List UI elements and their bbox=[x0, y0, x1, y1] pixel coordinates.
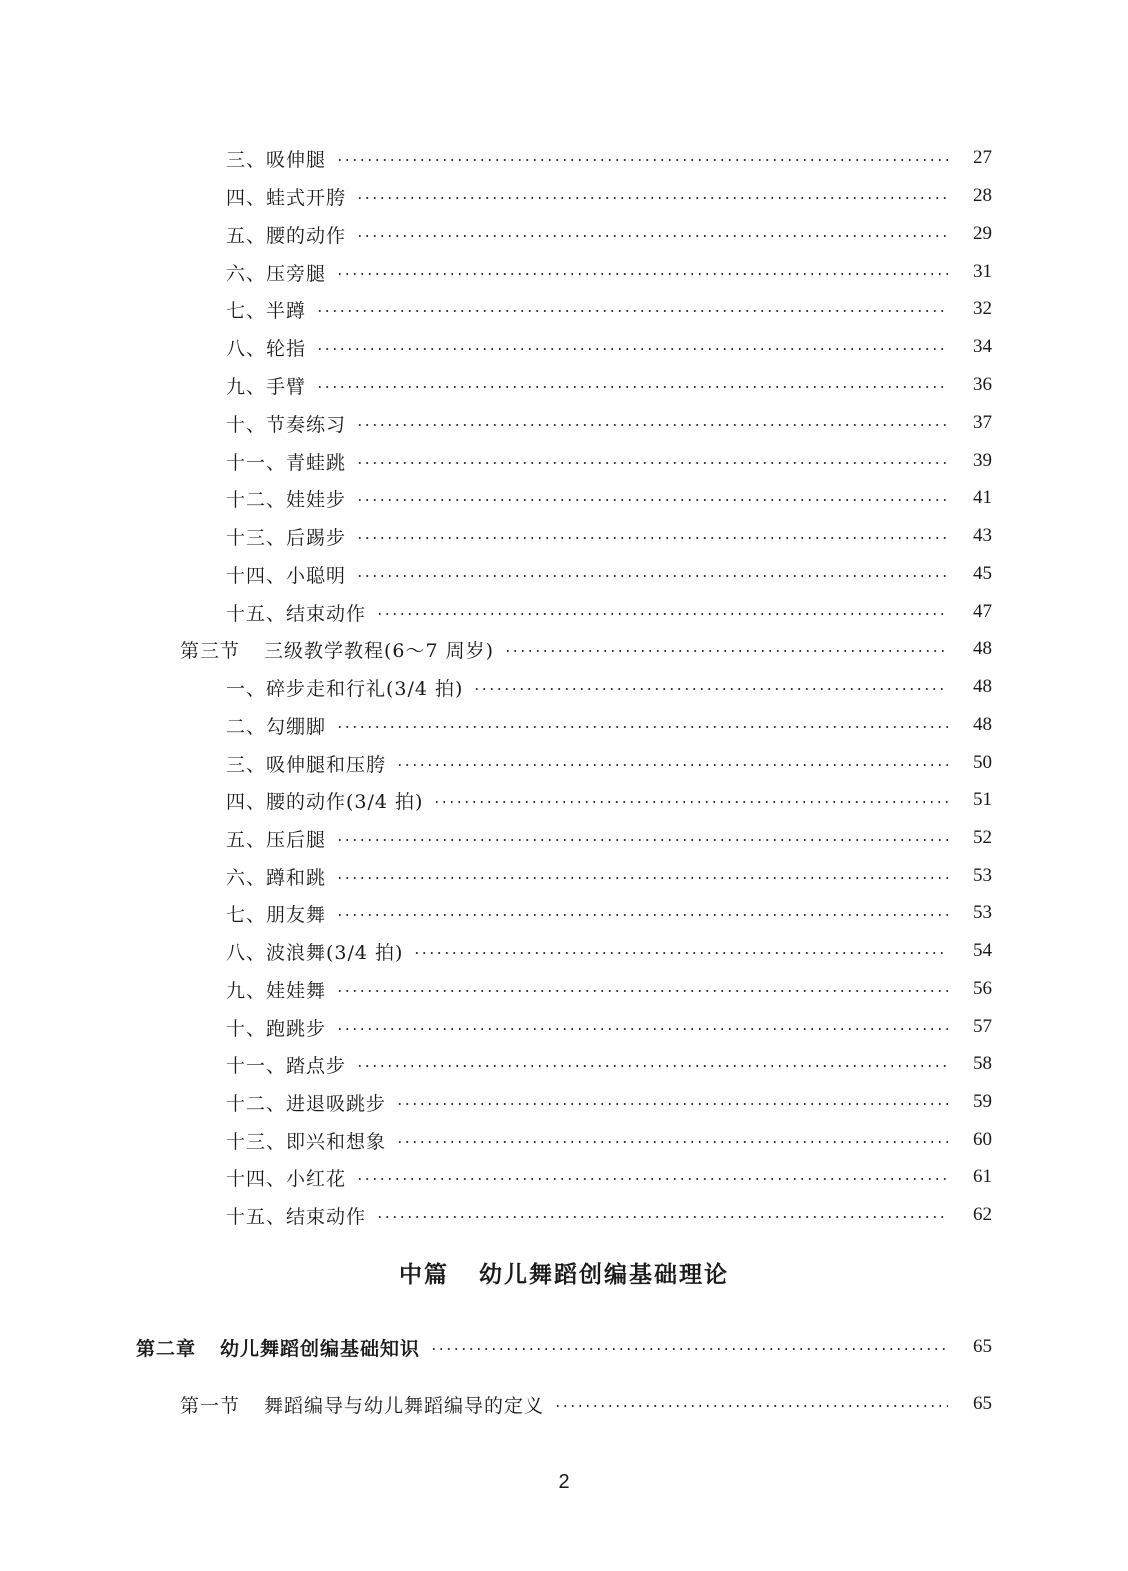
dot-leader bbox=[413, 952, 948, 954]
toc-entry-page: 43 bbox=[973, 525, 992, 546]
toc-entry-label: 十二、娃娃步 bbox=[226, 488, 347, 511]
toc-entry-label: 六、压旁腿 bbox=[226, 262, 327, 285]
toc-entry-page: 27 bbox=[973, 147, 992, 168]
toc-entry bbox=[226, 408, 992, 438]
toc-entry-page: 45 bbox=[973, 563, 992, 584]
toc-entry bbox=[226, 861, 992, 891]
toc-entry-page: 34 bbox=[973, 336, 992, 357]
toc-entry bbox=[226, 1162, 992, 1192]
toc-entry-page: 48 bbox=[973, 714, 992, 735]
toc-entry-page: 29 bbox=[973, 223, 992, 244]
toc-entry-page: 28 bbox=[973, 185, 992, 206]
toc-entry bbox=[226, 332, 992, 362]
toc-entry-label: 六、蹲和跳 bbox=[226, 866, 327, 889]
dot-leader bbox=[356, 235, 948, 237]
toc-entry-label: 五、腰的动作 bbox=[226, 224, 347, 247]
dot-leader bbox=[336, 914, 948, 916]
dot-leader bbox=[336, 1028, 948, 1030]
dot-leader bbox=[336, 839, 948, 841]
toc-entry-page: 54 bbox=[973, 940, 992, 961]
dot-leader bbox=[376, 1216, 948, 1218]
toc-entry-label: 八、波浪舞(3/4 拍) bbox=[226, 941, 404, 964]
part-name: 幼儿舞蹈创编基础理论 bbox=[479, 1262, 729, 1288]
dot-leader bbox=[356, 197, 948, 199]
toc-entry bbox=[226, 710, 992, 740]
toc-entry-page: 51 bbox=[973, 789, 992, 810]
toc-entry bbox=[226, 559, 992, 589]
toc-entry-page: 31 bbox=[973, 261, 992, 282]
page-number: 2 bbox=[558, 1471, 570, 1493]
dot-leader bbox=[336, 273, 948, 275]
dot-leader bbox=[554, 1405, 948, 1407]
dot-leader bbox=[356, 575, 948, 577]
toc-entry-label: 五、压后腿 bbox=[226, 828, 327, 851]
dot-leader bbox=[356, 499, 948, 501]
dot-leader bbox=[356, 537, 948, 539]
dot-leader bbox=[396, 764, 948, 766]
dot-leader bbox=[430, 1348, 948, 1350]
toc-entry-label: 十一、青蛙跳 bbox=[226, 451, 347, 474]
toc-entry-label: 四、蛙式开胯 bbox=[226, 186, 347, 209]
dot-leader bbox=[336, 877, 948, 879]
toc-entry-label: 十五、结束动作 bbox=[226, 602, 367, 625]
toc-entry-label: 十二、进退吸跳步 bbox=[226, 1092, 387, 1115]
toc-chapter-heading bbox=[136, 1332, 992, 1362]
toc-entry bbox=[226, 936, 992, 966]
toc-entry-page: 39 bbox=[973, 450, 992, 471]
toc-entry-page: 48 bbox=[973, 676, 992, 697]
toc-entry-label: 七、半蹲 bbox=[226, 299, 307, 322]
toc-entry-page: 50 bbox=[973, 752, 992, 773]
toc-section-heading bbox=[180, 634, 992, 664]
toc-entry bbox=[226, 1049, 992, 1079]
dot-leader bbox=[316, 348, 948, 350]
toc-entry bbox=[226, 370, 992, 400]
toc-entry bbox=[226, 521, 992, 551]
chapter-number: 第二章 bbox=[136, 1337, 197, 1360]
toc-entry bbox=[226, 446, 992, 476]
toc-entry-page: 60 bbox=[973, 1129, 992, 1150]
toc-entry-label: 十一、踏点步 bbox=[226, 1054, 347, 1077]
toc-entry-page: 59 bbox=[973, 1091, 992, 1112]
toc-entry-label: 三、吸伸腿和压胯 bbox=[226, 753, 387, 776]
dot-leader bbox=[396, 1103, 948, 1105]
toc-entry-page: 58 bbox=[973, 1053, 992, 1074]
dot-leader bbox=[473, 688, 948, 690]
toc-entry bbox=[226, 181, 992, 211]
dot-leader bbox=[336, 159, 948, 161]
toc-entry bbox=[226, 1087, 992, 1117]
toc-entry-label: 十四、小聪明 bbox=[226, 564, 347, 587]
section-title: 舞蹈编导与幼儿舞蹈编导的定义 bbox=[264, 1394, 545, 1417]
toc-entry-label: 十、跑跳步 bbox=[226, 1017, 327, 1040]
toc-entry-label: 二、勾绷脚 bbox=[226, 715, 327, 738]
toc-entry bbox=[226, 219, 992, 249]
toc-entry-page: 65 bbox=[973, 1336, 992, 1357]
toc-entry-page: 65 bbox=[973, 1393, 992, 1414]
toc-entry bbox=[226, 1125, 992, 1155]
toc-entry-page: 57 bbox=[973, 1016, 992, 1037]
chapter-title: 幼儿舞蹈创编基础知识 bbox=[220, 1337, 421, 1360]
dot-leader bbox=[356, 462, 948, 464]
toc-entry-label: 十、节奏练习 bbox=[226, 413, 347, 436]
toc-entry-label: 四、腰的动作(3/4 拍) bbox=[226, 790, 424, 813]
toc-entry bbox=[226, 257, 992, 287]
toc-entry-page: 32 bbox=[973, 298, 992, 319]
dot-leader bbox=[316, 386, 948, 388]
toc-entry bbox=[226, 294, 992, 324]
dot-leader bbox=[396, 1141, 948, 1143]
toc-section-heading bbox=[180, 1389, 992, 1419]
section-number: 第三节 bbox=[180, 639, 241, 662]
toc-entry bbox=[226, 974, 992, 1004]
toc-entry bbox=[226, 823, 992, 853]
toc-entry-label: 十五、结束动作 bbox=[226, 1205, 367, 1228]
toc-entry bbox=[226, 483, 992, 513]
dot-leader bbox=[316, 310, 948, 312]
toc-entry bbox=[226, 672, 992, 702]
toc-entry bbox=[226, 748, 992, 778]
toc-entry-label: 三、吸伸腿 bbox=[226, 148, 327, 171]
part-title bbox=[0, 1256, 1128, 1289]
dot-leader bbox=[336, 726, 948, 728]
dot-leader bbox=[336, 990, 948, 992]
toc-entry-page: 47 bbox=[973, 601, 992, 622]
toc-entry bbox=[226, 143, 992, 173]
toc-entry-page: 37 bbox=[973, 412, 992, 433]
toc-entry-page: 53 bbox=[973, 902, 992, 923]
toc-entry-page: 52 bbox=[973, 827, 992, 848]
section-title: 三级教学教程(6～7 周岁) bbox=[264, 639, 495, 662]
toc-entry-label: 七、朋友舞 bbox=[226, 903, 327, 926]
toc-entry-page: 48 bbox=[973, 638, 992, 659]
toc-entry-label: 十三、即兴和想象 bbox=[226, 1130, 387, 1153]
toc-entry bbox=[226, 1200, 992, 1230]
dot-leader bbox=[504, 650, 948, 652]
toc-entry bbox=[226, 597, 992, 627]
toc-entry-label: 九、娃娃舞 bbox=[226, 979, 327, 1002]
part-number: 中篇 bbox=[399, 1262, 449, 1288]
toc-entry-label: 九、手臂 bbox=[226, 375, 307, 398]
toc-entry bbox=[226, 898, 992, 928]
toc-entry-page: 36 bbox=[973, 374, 992, 395]
toc-entry-page: 41 bbox=[973, 487, 992, 508]
toc-entry-label: 一、碎步走和行礼(3/4 拍) bbox=[226, 677, 464, 700]
toc-entry-label: 十三、后踢步 bbox=[226, 526, 347, 549]
toc-entry-page: 62 bbox=[973, 1204, 992, 1225]
dot-leader bbox=[356, 424, 948, 426]
toc-entry bbox=[226, 1012, 992, 1042]
toc-entry-page: 56 bbox=[973, 978, 992, 999]
toc-entry bbox=[226, 785, 992, 815]
toc-entry-label: 十四、小红花 bbox=[226, 1167, 347, 1190]
toc-entry-page: 61 bbox=[973, 1166, 992, 1187]
toc-entry-label: 八、轮指 bbox=[226, 337, 307, 360]
section-number: 第一节 bbox=[180, 1394, 241, 1417]
toc-entry-page: 53 bbox=[973, 865, 992, 886]
dot-leader bbox=[433, 801, 948, 803]
dot-leader bbox=[356, 1065, 948, 1067]
dot-leader bbox=[376, 613, 948, 615]
dot-leader bbox=[356, 1178, 948, 1180]
